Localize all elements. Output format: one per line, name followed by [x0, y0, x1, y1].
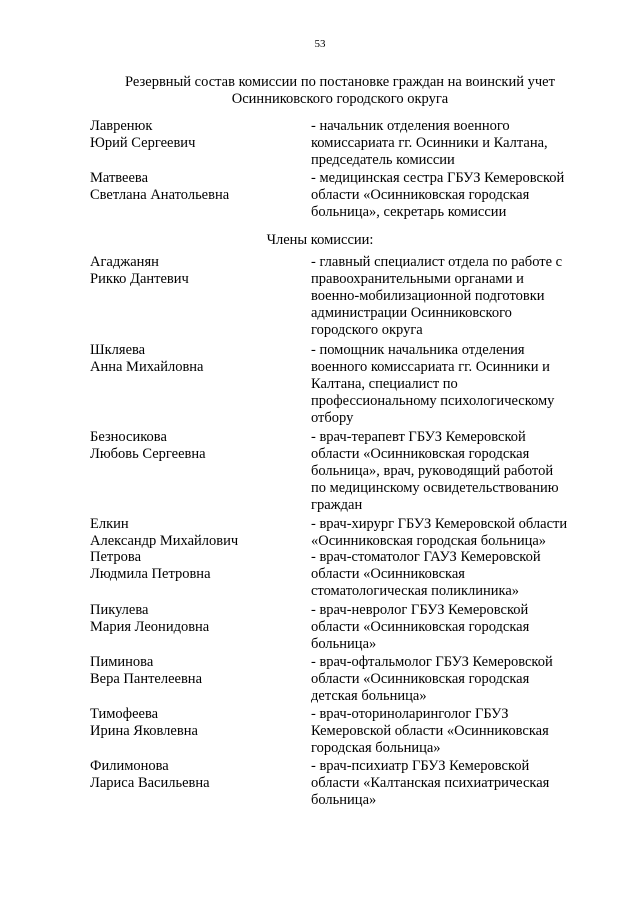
role-line: - врач-психиатр ГБУЗ Кемеровской — [311, 758, 530, 774]
person-name — [90, 429, 290, 463]
person-name — [90, 170, 290, 204]
person-role — [311, 516, 601, 550]
person-role — [311, 706, 601, 757]
role-line: больница», врач, руководящий работой — [311, 463, 554, 479]
person-given-names: Александр Михайлович — [90, 533, 239, 549]
person-role — [311, 758, 601, 809]
person-surname: Тимофеева — [90, 706, 159, 722]
person-name — [90, 654, 290, 688]
role-line: - главный специалист отдела по работе с — [311, 254, 563, 270]
role-line: - врач-терапевт ГБУЗ Кемеровской — [311, 429, 526, 445]
person-role — [311, 654, 601, 705]
document-title — [60, 74, 620, 108]
role-line: по медицинскому освидетельствованию — [311, 480, 559, 496]
role-line: области «Осинниковская городская — [311, 187, 530, 203]
person-surname: Агаджанян — [90, 254, 159, 270]
role-line: области «Осинниковская городская — [311, 446, 530, 462]
person-surname: Лавренюк — [90, 118, 153, 134]
members-heading: Члены комиссии: — [266, 232, 374, 248]
person-name — [90, 549, 290, 583]
role-line: больница» — [311, 792, 377, 808]
person-given-names: Юрий Сергеевич — [90, 135, 196, 151]
role-line: Калтана, специалист по — [311, 376, 458, 392]
role-line: стоматологическая поликлиника» — [311, 583, 520, 599]
person-name — [90, 342, 290, 376]
person-given-names: Светлана Анатольевна — [90, 187, 230, 203]
title-line-2: Осинниковского городского округа — [231, 91, 449, 107]
person-surname: Матвеева — [90, 170, 149, 186]
person-given-names: Любовь Сергеевна — [90, 446, 206, 462]
person-surname: Елкин — [90, 516, 129, 532]
role-line: - врач-оториноларинголог ГБУЗ — [311, 706, 509, 722]
person-surname: Пикулева — [90, 602, 149, 618]
person-role — [311, 602, 601, 653]
role-line: области «Осинниковская городская — [311, 671, 530, 687]
person-name — [90, 516, 290, 550]
person-name — [90, 118, 290, 152]
role-line: городская больница» — [311, 740, 441, 756]
person-given-names: Людмила Петровна — [90, 566, 211, 582]
person-surname: Пиминова — [90, 654, 154, 670]
person-name — [90, 254, 290, 288]
title-line-1: Резервный состав комиссии по постановке граждан на воинский учет — [125, 74, 555, 90]
role-line: городского округа — [311, 322, 423, 338]
role-line: отбору — [311, 410, 354, 426]
role-line: «Осинниковская городская больница» — [311, 533, 547, 549]
person-given-names: Вера Пантелеевна — [90, 671, 203, 687]
role-line: комиссариата гг. Осинники и Калтана, — [311, 135, 548, 151]
person-given-names: Рикко Дантевич — [90, 271, 189, 287]
person-given-names: Лариса Васильевна — [90, 775, 210, 791]
role-line: области «Осинниковская городская — [311, 619, 530, 635]
person-name — [90, 758, 290, 792]
person-given-names: Мария Леонидовна — [90, 619, 210, 635]
role-line: больница» — [311, 636, 377, 652]
person-name — [90, 706, 290, 740]
person-surname: Петрова — [90, 549, 142, 565]
role-line: правоохранительными органами и — [311, 271, 524, 287]
role-line: области «Осинниковская — [311, 566, 465, 582]
role-line: - врач-стоматолог ГАУЗ Кемеровской — [311, 549, 541, 565]
person-role — [311, 118, 601, 169]
role-line: профессиональному психологическому — [311, 393, 555, 409]
person-role — [311, 170, 601, 221]
person-surname: Филимонова — [90, 758, 169, 774]
person-role — [311, 342, 601, 427]
role-line: граждан — [311, 497, 363, 513]
person-given-names: Ирина Яковлевна — [90, 723, 198, 739]
role-line: - медицинская сестра ГБУЗ Кемеровской — [311, 170, 565, 186]
person-role — [311, 549, 601, 600]
role-line: председатель комиссии — [311, 152, 455, 168]
person-role — [311, 429, 601, 514]
person-surname: Безносикова — [90, 429, 167, 445]
person-given-names: Анна Михайловна — [90, 359, 204, 375]
role-line: - врач-офтальмолог ГБУЗ Кемеровской — [311, 654, 553, 670]
role-line: больница», секретарь комиссии — [311, 204, 507, 220]
role-line: - врач-хирург ГБУЗ Кемеровской области — [311, 516, 568, 532]
role-line: Кемеровской области «Осинниковская — [311, 723, 549, 739]
role-line: детская больница» — [311, 688, 427, 704]
page-number: 53 — [314, 38, 326, 50]
role-line: администрации Осинниковского — [311, 305, 512, 321]
role-line: военно-мобилизационной подготовки — [311, 288, 545, 304]
person-role — [311, 254, 601, 339]
role-line: военного комиссариата гг. Осинники и — [311, 359, 550, 375]
role-line: области «Калтанская психиатрическая — [311, 775, 550, 791]
role-line: - начальник отделения военного — [311, 118, 510, 134]
role-line: - помощник начальника отделения — [311, 342, 525, 358]
person-surname: Шкляева — [90, 342, 146, 358]
person-name — [90, 602, 290, 636]
role-line: - врач-невролог ГБУЗ Кемеровской — [311, 602, 529, 618]
